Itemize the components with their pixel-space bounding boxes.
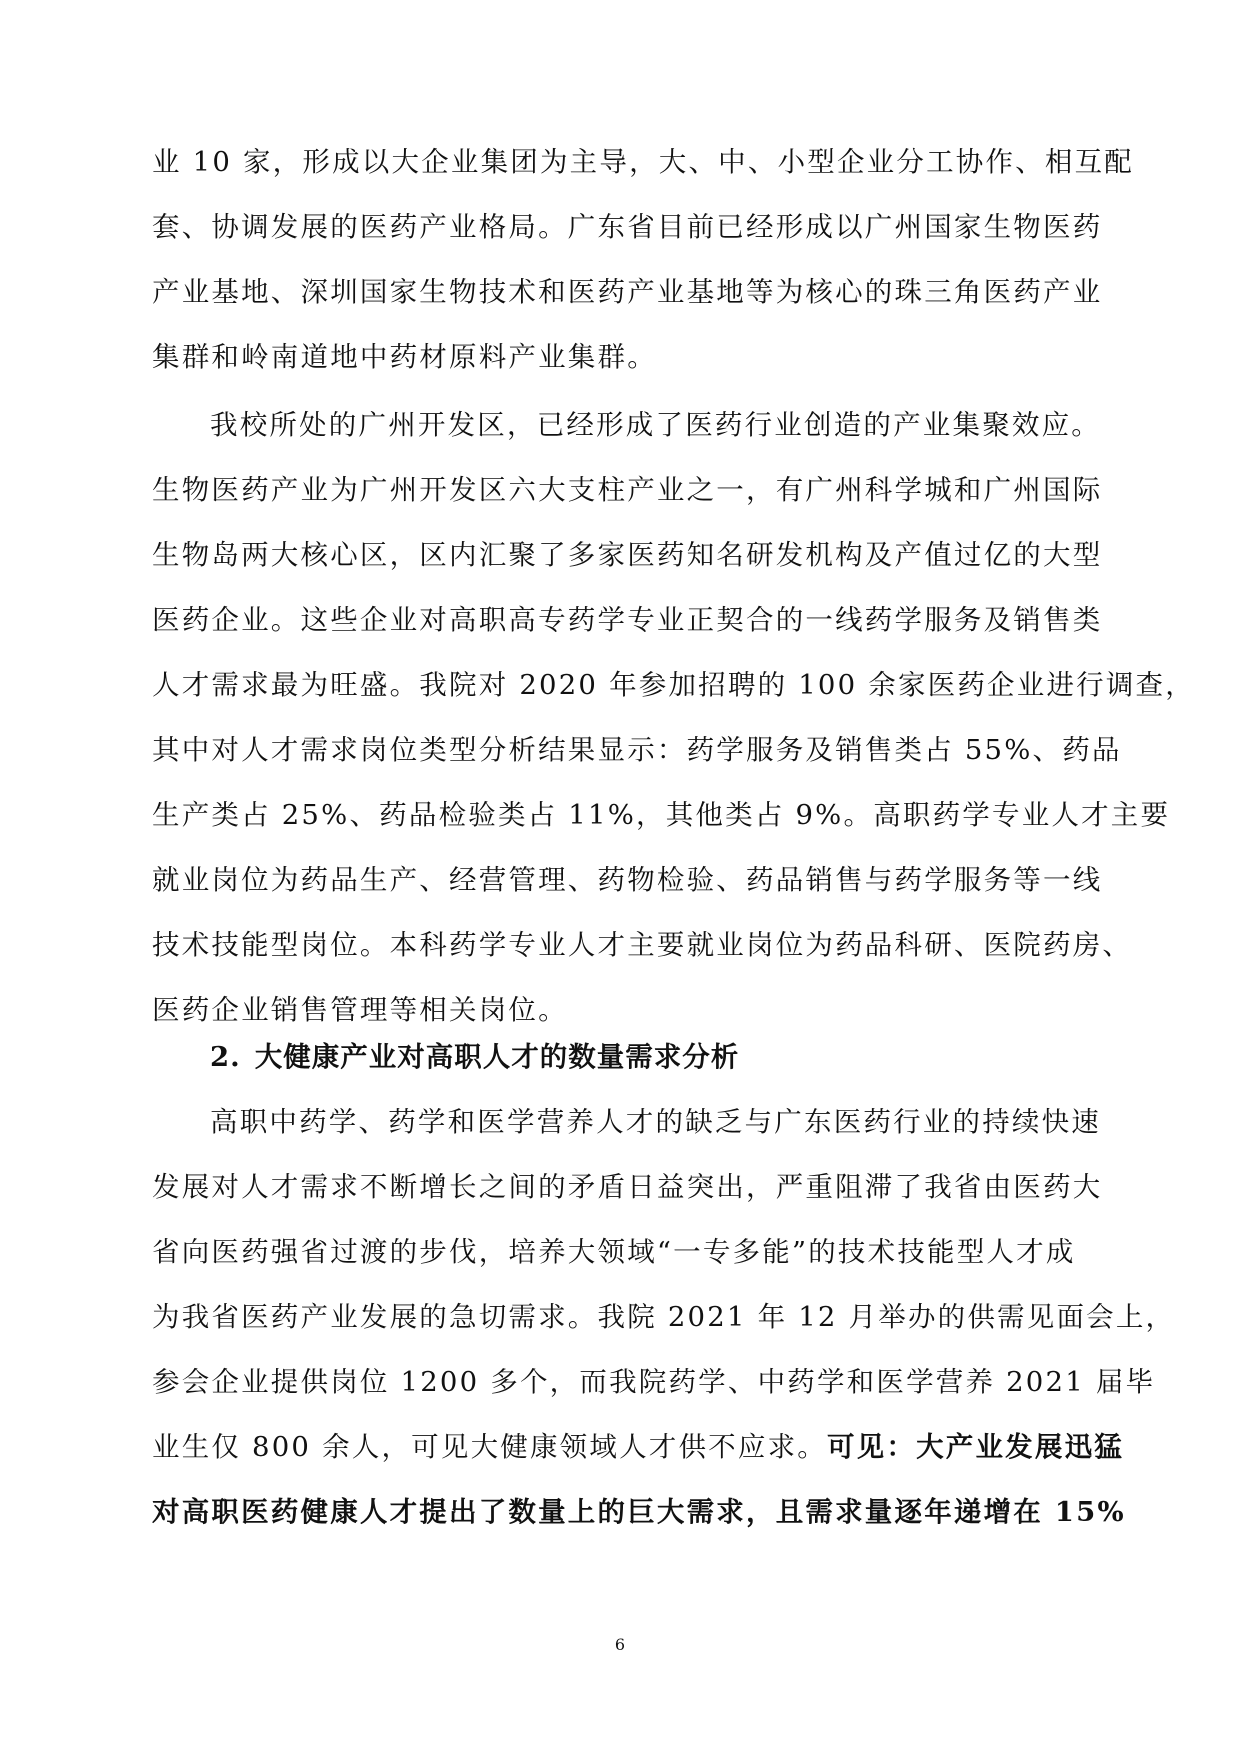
section-heading-text: 大健康产业对高职人才的数量需求分析 bbox=[254, 1041, 740, 1073]
paragraph-line: 生产类占 25%、药品检验类占 11%，其他类占 9%。高职药学专业人才主要 bbox=[152, 799, 1171, 831]
paragraph-line: 参会企业提供岗位 1200 多个，而我院药学、中药学和医学营养 2021 届毕 bbox=[152, 1366, 1156, 1398]
paragraph-line: 医药企业销售管理等相关岗位。 bbox=[152, 994, 568, 1026]
paragraph-line: 生物医药产业为广州开发区六大支柱产业之一，有广州科学城和广州国际 bbox=[152, 474, 1103, 506]
paragraph-line: 人才需求最为旺盛。我院对 2020 年参加招聘的 100 余家医药企业进行调查， bbox=[152, 669, 1195, 701]
paragraph-line: 业 10 家，形成以大企业集团为主导，大、中、小型企业分工协作、相互配 bbox=[152, 146, 1134, 178]
paragraph-line: 省向医药强省过渡的步伐，培养大领域“一专多能”的技术技能型人才成 bbox=[152, 1236, 1076, 1268]
page-number: 6 bbox=[614, 1635, 626, 1654]
paragraph-line: 我校所处的广州开发区，已经形成了医药行业创造的产业集聚效应。 bbox=[210, 409, 1101, 441]
paragraph-line-normal-part: 业生仅 800 余人，可见大健康领域人才供不应求。 bbox=[152, 1431, 827, 1463]
paragraph-line: 技术技能型岗位。本科药学专业人才主要就业岗位为药品科研、医院药房、 bbox=[152, 929, 1133, 961]
paragraph-2 bbox=[152, 393, 1195, 1043]
paragraph-line: 医药企业。这些企业对高职高专药学专业正契合的一线药学服务及销售类 bbox=[152, 604, 1103, 636]
section-heading bbox=[210, 1025, 739, 1090]
paragraph-line: 产业基地、深圳国家生物技术和医药产业基地等为核心的珠三角医药产业 bbox=[152, 276, 1103, 308]
paragraph-line: 集群和岭南道地中药材原料产业集群。 bbox=[152, 341, 657, 373]
paragraph-3 bbox=[152, 1090, 1176, 1545]
paragraph-bold-line: 对高职医药健康人才提出了数量上的巨大需求，且需求量逐年递增在 15% bbox=[152, 1496, 1126, 1528]
paragraph-line: 套、协调发展的医药产业格局。广东省目前已经形成以广州国家生物医药 bbox=[152, 211, 1103, 243]
paragraph-line: 其中对人才需求岗位类型分析结果显示：药学服务及销售类占 55%、药品 bbox=[152, 734, 1122, 766]
paragraph-line: 为我省医药产业发展的急切需求。我院 2021 年 12 月举办的供需见面会上， bbox=[152, 1301, 1176, 1333]
paragraph-1 bbox=[152, 130, 1134, 390]
paragraph-line: 就业岗位为药品生产、经营管理、药物检验、药品销售与药学服务等一线 bbox=[152, 864, 1103, 896]
paragraph-line-bold-part: 可见：大产业发展迅猛 bbox=[826, 1431, 1124, 1463]
paragraph-line: 高职中药学、药学和医学营养人才的缺乏与广东医药行业的持续快速 bbox=[210, 1106, 1101, 1138]
paragraph-line: 生物岛两大核心区，区内汇聚了多家医药知名研发机构及产值过亿的大型 bbox=[152, 539, 1103, 571]
paragraph-line: 发展对人才需求不断增长之间的矛盾日益突出，严重阻滞了我省由医药大 bbox=[152, 1171, 1103, 1203]
section-heading-number: 2. bbox=[210, 1041, 241, 1073]
paragraph-mixed-line bbox=[152, 1415, 1124, 1480]
